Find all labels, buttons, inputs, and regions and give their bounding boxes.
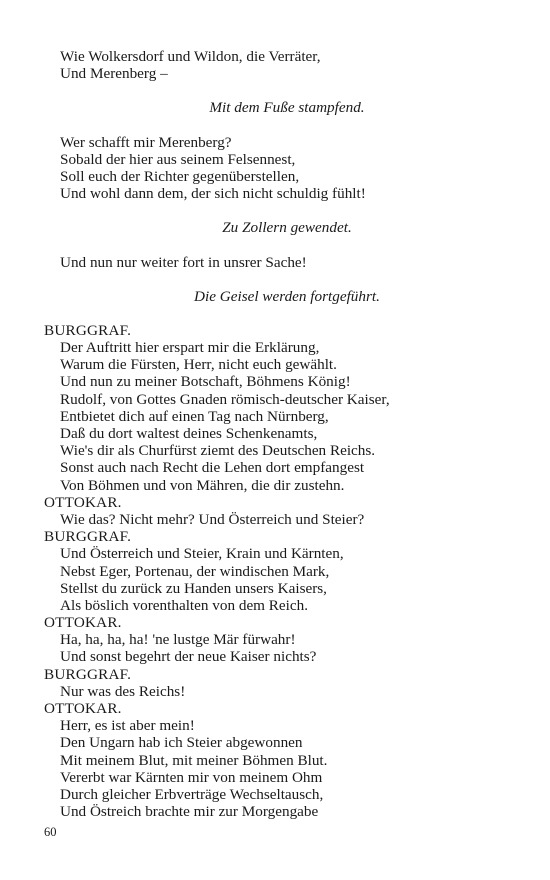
spacer	[44, 82, 514, 99]
verse-line: Nebst Eger, Portenau, der windischen Mark,	[60, 562, 330, 580]
spacer	[44, 237, 514, 254]
speaker-name: BURGGRAF.	[44, 665, 132, 683]
verse-line: Nur was des Reichs!	[60, 682, 186, 700]
verse-line: Und nun nur weiter fort in unsrer Sache!	[60, 253, 307, 271]
verse-line: Herr, es ist aber mein!	[60, 717, 195, 735]
verse-line: Und sonst begehrt der neue Kaiser nichts?	[60, 648, 317, 666]
verse-line: Vererbt war Kärnten mir von meinem Ohm	[60, 768, 323, 786]
verse-line: Soll euch der Richter gegenüberstellen,	[60, 167, 300, 185]
stage-direction: Die Geisel werden fortgeführt.	[194, 287, 380, 305]
verse-line: Durch gleicher Erbverträge Wechseltausch,	[60, 785, 324, 803]
page-number: 60	[44, 825, 57, 839]
verse-line: Sobald der hier aus seinem Felsennest,	[60, 150, 296, 168]
verse-line: Und Merenberg –	[60, 65, 168, 83]
verse-line: Der Auftritt hier erspart mir die Erklärung,	[60, 339, 320, 357]
verse-line: Mit meinem Blut, mit meiner Böhmen Blut.	[60, 751, 328, 769]
spacer	[44, 271, 514, 288]
verse-line: Entbietet dich auf einen Tag nach Nürnberg,	[60, 407, 329, 425]
verse-line: Und Österreich und Steier, Krain und Kärnten,	[60, 545, 344, 563]
play-text	[44, 48, 514, 820]
speaker-name: OTTOKAR.	[44, 614, 122, 632]
verse-line: Stellst du zurück zu Handen unsers Kaisers,	[60, 579, 327, 597]
verse-line: Wie's dir als Churfürst ziemt des Deutschen Reichs.	[60, 442, 376, 460]
verse-line: Den Ungarn hab ich Steier abgewonnen	[60, 734, 303, 752]
speaker-name: BURGGRAF.	[44, 321, 132, 339]
verse-line: Daß du dort waltest deines Schenkenamts,	[60, 425, 318, 442]
speaker-name: OTTOKAR.	[44, 700, 122, 717]
stage-direction: Zu Zollern gewendet.	[222, 219, 352, 237]
verse-line: Und wohl dann dem, der sich nicht schuldig fühlt!	[60, 185, 366, 203]
verse-line: Rudolf, von Gottes Gnaden römisch-deutscher Kaiser,	[60, 390, 390, 408]
verse-line: Und Östreich brachte mir zur Morgengabe	[60, 803, 319, 821]
spacer	[44, 305, 514, 322]
verse-line: Und nun zu meiner Botschaft, Böhmens König!	[60, 373, 351, 391]
verse-line: Als böslich vorenthalten von dem Reich.	[60, 596, 309, 614]
spacer	[44, 117, 514, 134]
stage-direction: Mit dem Fuße stampfend.	[209, 99, 365, 117]
verse-line: Wie das? Nicht mehr? Und Österreich und Steier?	[60, 510, 365, 528]
verse-line: Von Böhmen und von Mähren, die dir zustehn.	[60, 476, 345, 494]
speaker-name: BURGGRAF.	[44, 528, 132, 546]
verse-line: Warum die Fürsten, Herr, nicht euch gewählt.	[60, 356, 337, 374]
speaker-name: OTTOKAR.	[44, 493, 122, 511]
verse-line: Sonst auch nach Recht die Lehen dort empfangest	[60, 459, 365, 477]
verse-line: Wer schafft mir Merenberg?	[60, 133, 232, 151]
spacer	[44, 202, 514, 219]
verse-line: Ha, ha, ha, ha! 'ne lustge Mär fürwahr!	[60, 631, 296, 649]
verse-line: Wie Wolkersdorf und Wildon, die Verräter,	[60, 48, 321, 65]
